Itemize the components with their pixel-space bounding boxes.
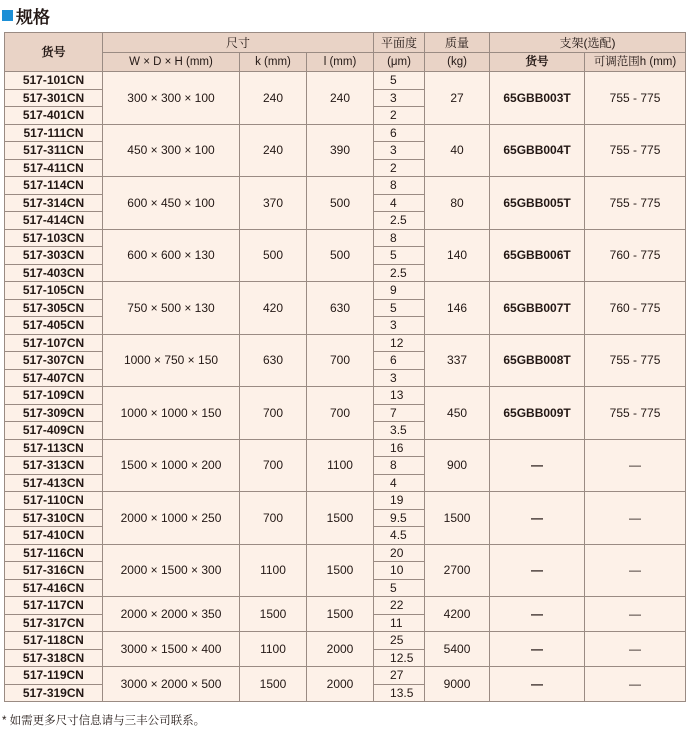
flatness-cell: 8 bbox=[374, 177, 425, 195]
flatness-cell: 9 bbox=[374, 282, 425, 300]
dimension-wdh-cell: 600 × 600 × 130 bbox=[103, 229, 240, 282]
flatness-cell: 8 bbox=[374, 457, 425, 475]
mass-cell: 9000 bbox=[425, 667, 490, 702]
stand-item-cell: — bbox=[490, 632, 585, 667]
dimension-k-cell: 630 bbox=[240, 334, 307, 387]
item-no-cell: 517-405CN bbox=[5, 317, 103, 335]
dimension-k-cell: 1500 bbox=[240, 597, 307, 632]
dimension-l-cell: 500 bbox=[307, 229, 374, 282]
mass-cell: 80 bbox=[425, 177, 490, 230]
stand-item-cell: 65GBB008T bbox=[490, 334, 585, 387]
title-square-icon bbox=[2, 10, 13, 21]
item-no-cell: 517-411CN bbox=[5, 159, 103, 177]
item-no-cell: 517-305CN bbox=[5, 299, 103, 317]
flatness-cell: 3.5 bbox=[374, 422, 425, 440]
mass-cell: 140 bbox=[425, 229, 490, 282]
item-no-cell: 517-313CN bbox=[5, 457, 103, 475]
mass-cell: 1500 bbox=[425, 492, 490, 545]
item-no-cell: 517-317CN bbox=[5, 614, 103, 632]
header-wdh: W × D × H (mm) bbox=[103, 53, 240, 72]
stand-item-cell: — bbox=[490, 667, 585, 702]
table-row bbox=[5, 282, 686, 300]
flatness-cell: 11 bbox=[374, 614, 425, 632]
dimension-l-cell: 1500 bbox=[307, 492, 374, 545]
stand-range-cell: — bbox=[585, 597, 686, 632]
flatness-cell: 13.5 bbox=[374, 684, 425, 702]
flatness-cell: 12 bbox=[374, 334, 425, 352]
dimension-wdh-cell: 3000 × 1500 × 400 bbox=[103, 632, 240, 667]
mass-cell: 40 bbox=[425, 124, 490, 177]
table-row bbox=[5, 597, 686, 615]
dimension-k-cell: 240 bbox=[240, 72, 307, 125]
flatness-cell: 8 bbox=[374, 229, 425, 247]
flatness-cell: 4 bbox=[374, 474, 425, 492]
header-k: k (mm) bbox=[240, 53, 307, 72]
item-no-cell: 517-409CN bbox=[5, 422, 103, 440]
dimension-k-cell: 240 bbox=[240, 124, 307, 177]
table-row bbox=[5, 177, 686, 195]
flatness-cell: 3 bbox=[374, 142, 425, 160]
flatness-cell: 6 bbox=[374, 352, 425, 370]
dimension-wdh-cell: 750 × 500 × 130 bbox=[103, 282, 240, 335]
table-row bbox=[5, 229, 686, 247]
mass-cell: 5400 bbox=[425, 632, 490, 667]
header-mass-unit: (kg) bbox=[425, 53, 490, 72]
stand-range-cell: 760 - 775 bbox=[585, 229, 686, 282]
flatness-cell: 2.5 bbox=[374, 212, 425, 230]
dimension-l-cell: 630 bbox=[307, 282, 374, 335]
flatness-cell: 5 bbox=[374, 247, 425, 265]
item-no-cell: 517-310CN bbox=[5, 509, 103, 527]
item-no-cell: 517-414CN bbox=[5, 212, 103, 230]
section-title bbox=[2, 4, 50, 26]
flatness-cell: 22 bbox=[374, 597, 425, 615]
header-stand: 支架(选配) bbox=[490, 33, 686, 53]
flatness-cell: 2.5 bbox=[374, 264, 425, 282]
item-no-cell: 517-103CN bbox=[5, 229, 103, 247]
dimension-k-cell: 420 bbox=[240, 282, 307, 335]
stand-range-cell: — bbox=[585, 492, 686, 545]
stand-item-cell: 65GBB006T bbox=[490, 229, 585, 282]
mass-cell: 450 bbox=[425, 387, 490, 440]
dimension-wdh-cell: 3000 × 2000 × 500 bbox=[103, 667, 240, 702]
header-flatness: 平面度 bbox=[374, 33, 425, 53]
flatness-cell: 2 bbox=[374, 107, 425, 125]
header-mass: 质量 bbox=[425, 33, 490, 53]
section-title-text: 规格 bbox=[16, 7, 50, 27]
stand-range-cell: — bbox=[585, 439, 686, 492]
table-row bbox=[5, 387, 686, 405]
flatness-cell: 5 bbox=[374, 299, 425, 317]
dimension-k-cell: 370 bbox=[240, 177, 307, 230]
stand-item-cell: 65GBB009T bbox=[490, 387, 585, 440]
flatness-cell: 27 bbox=[374, 667, 425, 685]
footnote: * 如需更多尺寸信息请与三丰公司联系。 bbox=[2, 715, 206, 727]
dimension-l-cell: 2000 bbox=[307, 632, 374, 667]
item-no-cell: 517-416CN bbox=[5, 579, 103, 597]
header-stand-item: 货号 bbox=[490, 53, 585, 72]
item-no-cell: 517-303CN bbox=[5, 247, 103, 265]
spec-table-body bbox=[5, 72, 686, 702]
stand-item-cell: — bbox=[490, 544, 585, 597]
stand-item-cell: 65GBB005T bbox=[490, 177, 585, 230]
item-no-cell: 517-403CN bbox=[5, 264, 103, 282]
dimension-wdh-cell: 1500 × 1000 × 200 bbox=[103, 439, 240, 492]
item-no-cell: 517-314CN bbox=[5, 194, 103, 212]
item-no-cell: 517-107CN bbox=[5, 334, 103, 352]
stand-range-cell: 760 - 775 bbox=[585, 282, 686, 335]
dimension-l-cell: 1500 bbox=[307, 544, 374, 597]
dimension-k-cell: 1100 bbox=[240, 544, 307, 597]
item-no-cell: 517-114CN bbox=[5, 177, 103, 195]
dimension-l-cell: 500 bbox=[307, 177, 374, 230]
item-no-cell: 517-301CN bbox=[5, 89, 103, 107]
stand-range-cell: — bbox=[585, 667, 686, 702]
table-row bbox=[5, 544, 686, 562]
dimension-k-cell: 700 bbox=[240, 439, 307, 492]
dimension-wdh-cell: 1000 × 1000 × 150 bbox=[103, 387, 240, 440]
flatness-cell: 5 bbox=[374, 72, 425, 90]
dimension-wdh-cell: 600 × 450 × 100 bbox=[103, 177, 240, 230]
flatness-cell: 10 bbox=[374, 562, 425, 580]
dimension-wdh-cell: 1000 × 750 × 150 bbox=[103, 334, 240, 387]
dimension-k-cell: 700 bbox=[240, 492, 307, 545]
dimension-l-cell: 1100 bbox=[307, 439, 374, 492]
dimension-l-cell: 240 bbox=[307, 72, 374, 125]
stand-item-cell: — bbox=[490, 597, 585, 632]
flatness-cell: 9.5 bbox=[374, 509, 425, 527]
item-no-cell: 517-307CN bbox=[5, 352, 103, 370]
item-no-cell: 517-105CN bbox=[5, 282, 103, 300]
mass-cell: 146 bbox=[425, 282, 490, 335]
stand-item-cell: — bbox=[490, 492, 585, 545]
dimension-k-cell: 500 bbox=[240, 229, 307, 282]
dimension-wdh-cell: 450 × 300 × 100 bbox=[103, 124, 240, 177]
item-no-cell: 517-413CN bbox=[5, 474, 103, 492]
header-item-no: 货号 bbox=[5, 33, 103, 72]
dimension-l-cell: 700 bbox=[307, 334, 374, 387]
item-no-cell: 517-410CN bbox=[5, 527, 103, 545]
flatness-cell: 12.5 bbox=[374, 649, 425, 667]
flatness-cell: 7 bbox=[374, 404, 425, 422]
stand-range-cell: 755 - 775 bbox=[585, 334, 686, 387]
flatness-cell: 20 bbox=[374, 544, 425, 562]
header-dimensions: 尺寸 bbox=[103, 33, 374, 53]
item-no-cell: 517-319CN bbox=[5, 684, 103, 702]
stand-item-cell: — bbox=[490, 439, 585, 492]
table-row bbox=[5, 439, 686, 457]
mass-cell: 4200 bbox=[425, 597, 490, 632]
flatness-cell: 6 bbox=[374, 124, 425, 142]
item-no-cell: 517-316CN bbox=[5, 562, 103, 580]
item-no-cell: 517-309CN bbox=[5, 404, 103, 422]
dimension-wdh-cell: 300 × 300 × 100 bbox=[103, 72, 240, 125]
flatness-cell: 2 bbox=[374, 159, 425, 177]
dimension-l-cell: 2000 bbox=[307, 667, 374, 702]
item-no-cell: 517-111CN bbox=[5, 124, 103, 142]
flatness-cell: 5 bbox=[374, 579, 425, 597]
dimension-l-cell: 1500 bbox=[307, 597, 374, 632]
mass-cell: 900 bbox=[425, 439, 490, 492]
stand-range-cell: 755 - 775 bbox=[585, 177, 686, 230]
dimension-k-cell: 700 bbox=[240, 387, 307, 440]
flatness-cell: 3 bbox=[374, 317, 425, 335]
stand-range-cell: 755 - 775 bbox=[585, 387, 686, 440]
dimension-wdh-cell: 2000 × 2000 × 350 bbox=[103, 597, 240, 632]
dimension-wdh-cell: 2000 × 1000 × 250 bbox=[103, 492, 240, 545]
flatness-cell: 13 bbox=[374, 387, 425, 405]
flatness-cell: 19 bbox=[374, 492, 425, 510]
table-row bbox=[5, 667, 686, 685]
item-no-cell: 517-311CN bbox=[5, 142, 103, 160]
item-no-cell: 517-318CN bbox=[5, 649, 103, 667]
item-no-cell: 517-113CN bbox=[5, 439, 103, 457]
item-no-cell: 517-110CN bbox=[5, 492, 103, 510]
table-row bbox=[5, 632, 686, 650]
item-no-cell: 517-407CN bbox=[5, 369, 103, 387]
item-no-cell: 517-118CN bbox=[5, 632, 103, 650]
spec-table bbox=[4, 32, 686, 702]
header-stand-range: 可调范围h (mm) bbox=[585, 53, 686, 72]
flatness-cell: 16 bbox=[374, 439, 425, 457]
stand-range-cell: — bbox=[585, 544, 686, 597]
dimension-k-cell: 1100 bbox=[240, 632, 307, 667]
stand-item-cell: 65GBB004T bbox=[490, 124, 585, 177]
item-no-cell: 517-119CN bbox=[5, 667, 103, 685]
item-no-cell: 517-101CN bbox=[5, 72, 103, 90]
flatness-cell: 4.5 bbox=[374, 527, 425, 545]
stand-range-cell: 755 - 775 bbox=[585, 72, 686, 125]
flatness-cell: 3 bbox=[374, 89, 425, 107]
stand-item-cell: 65GBB003T bbox=[490, 72, 585, 125]
table-row bbox=[5, 492, 686, 510]
dimension-l-cell: 390 bbox=[307, 124, 374, 177]
flatness-cell: 3 bbox=[374, 369, 425, 387]
item-no-cell: 517-117CN bbox=[5, 597, 103, 615]
table-row bbox=[5, 72, 686, 90]
flatness-cell: 25 bbox=[374, 632, 425, 650]
stand-item-cell: 65GBB007T bbox=[490, 282, 585, 335]
dimension-k-cell: 1500 bbox=[240, 667, 307, 702]
dimension-l-cell: 700 bbox=[307, 387, 374, 440]
mass-cell: 27 bbox=[425, 72, 490, 125]
item-no-cell: 517-401CN bbox=[5, 107, 103, 125]
flatness-cell: 4 bbox=[374, 194, 425, 212]
header-flatness-unit: (μm) bbox=[374, 53, 425, 72]
table-row bbox=[5, 124, 686, 142]
dimension-wdh-cell: 2000 × 1500 × 300 bbox=[103, 544, 240, 597]
table-row bbox=[5, 334, 686, 352]
item-no-cell: 517-109CN bbox=[5, 387, 103, 405]
header-l: l (mm) bbox=[307, 53, 374, 72]
mass-cell: 2700 bbox=[425, 544, 490, 597]
mass-cell: 337 bbox=[425, 334, 490, 387]
stand-range-cell: — bbox=[585, 632, 686, 667]
item-no-cell: 517-116CN bbox=[5, 544, 103, 562]
stand-range-cell: 755 - 775 bbox=[585, 124, 686, 177]
